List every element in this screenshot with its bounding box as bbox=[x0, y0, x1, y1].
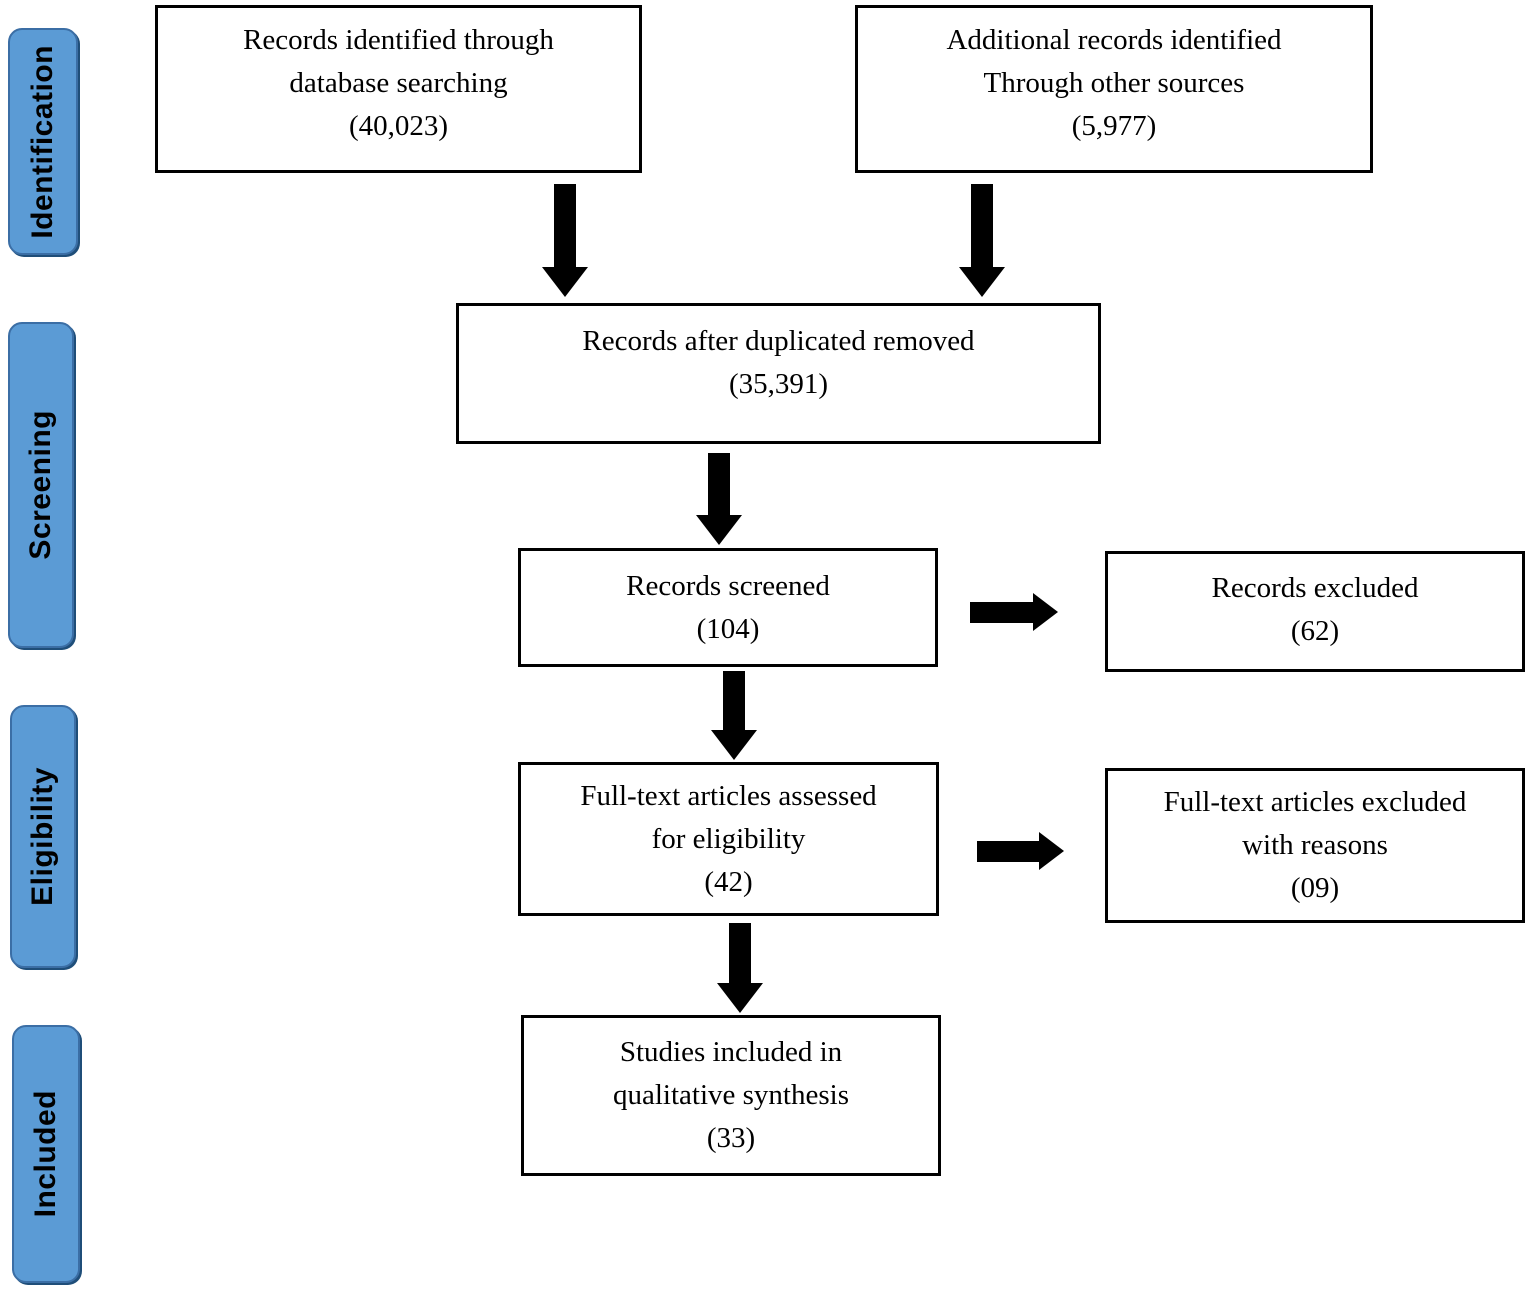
arrow-screened-to-excluded-icon bbox=[970, 593, 1058, 631]
stage-included bbox=[12, 1025, 80, 1283]
stage-eligibility-label: Eligibility bbox=[26, 767, 59, 906]
arrow-shaft bbox=[723, 671, 745, 730]
arrow-screened-to-fulltext-icon bbox=[711, 671, 757, 760]
box-line: Records identified through bbox=[243, 24, 554, 56]
box-records-identified bbox=[155, 5, 642, 173]
box-count: (62) bbox=[1290, 615, 1340, 647]
arrow-head bbox=[696, 515, 742, 545]
box-line: for eligibility bbox=[651, 822, 806, 855]
box-line: qualitative synthesis bbox=[613, 1079, 849, 1111]
box-count: (104) bbox=[696, 612, 760, 645]
arrow-head bbox=[1033, 593, 1058, 631]
box-line: Studies included in bbox=[619, 1036, 843, 1068]
box-count: (33) bbox=[706, 1122, 756, 1154]
arrow-head bbox=[959, 267, 1005, 297]
arrow-shaft bbox=[971, 184, 993, 267]
arrow-head bbox=[711, 730, 757, 760]
box-line: Full-text articles assessed bbox=[580, 779, 877, 812]
arrow-shaft bbox=[729, 923, 751, 983]
box-additional-records bbox=[855, 5, 1373, 173]
arrow-head bbox=[1039, 832, 1064, 870]
stage-identification bbox=[8, 28, 78, 255]
arrow-additional-to-dedup-icon bbox=[959, 184, 1005, 297]
box-line: Through other sources bbox=[983, 67, 1245, 99]
box-fulltext-assessed bbox=[518, 762, 939, 916]
box-line: Records screened bbox=[626, 569, 830, 602]
arrow-fulltext-to-included-icon bbox=[717, 923, 763, 1013]
box-line: database searching bbox=[289, 67, 508, 99]
arrow-shaft bbox=[708, 453, 730, 515]
stage-included-label: Included bbox=[29, 1090, 62, 1218]
stage-screening-label: Screening bbox=[24, 410, 57, 560]
box-line: Additional records identified bbox=[946, 24, 1282, 56]
stage-screening bbox=[8, 322, 74, 648]
stage-identification-label: Identification bbox=[26, 44, 59, 239]
box-records-excluded bbox=[1105, 551, 1525, 672]
arrow-shaft bbox=[977, 841, 1039, 862]
arrow-head bbox=[542, 267, 588, 297]
box-records-after-duplicates bbox=[456, 303, 1101, 444]
arrow-shaft bbox=[554, 184, 576, 267]
box-fulltext-excluded bbox=[1105, 768, 1525, 923]
box-studies-included bbox=[521, 1015, 941, 1176]
box-line: Records after duplicated removed bbox=[582, 325, 975, 357]
arrow-fulltext-to-ftexcluded-icon bbox=[977, 832, 1064, 870]
box-line: Full-text articles excluded bbox=[1163, 786, 1467, 818]
box-count: (09) bbox=[1290, 872, 1340, 904]
box-count: (42) bbox=[704, 865, 753, 898]
arrow-head bbox=[717, 983, 763, 1013]
box-line: with reasons bbox=[1242, 829, 1388, 861]
arrow-dedup-to-screened-icon bbox=[696, 453, 742, 545]
box-line: Records excluded bbox=[1211, 572, 1419, 604]
stage-eligibility bbox=[10, 705, 76, 968]
arrow-identified-to-dedup-icon bbox=[542, 184, 588, 297]
arrow-shaft bbox=[970, 602, 1033, 623]
box-records-screened bbox=[518, 548, 938, 667]
box-count: (40,023) bbox=[348, 110, 449, 142]
box-count: (35,391) bbox=[728, 368, 829, 400]
box-count: (5,977) bbox=[1071, 110, 1157, 142]
